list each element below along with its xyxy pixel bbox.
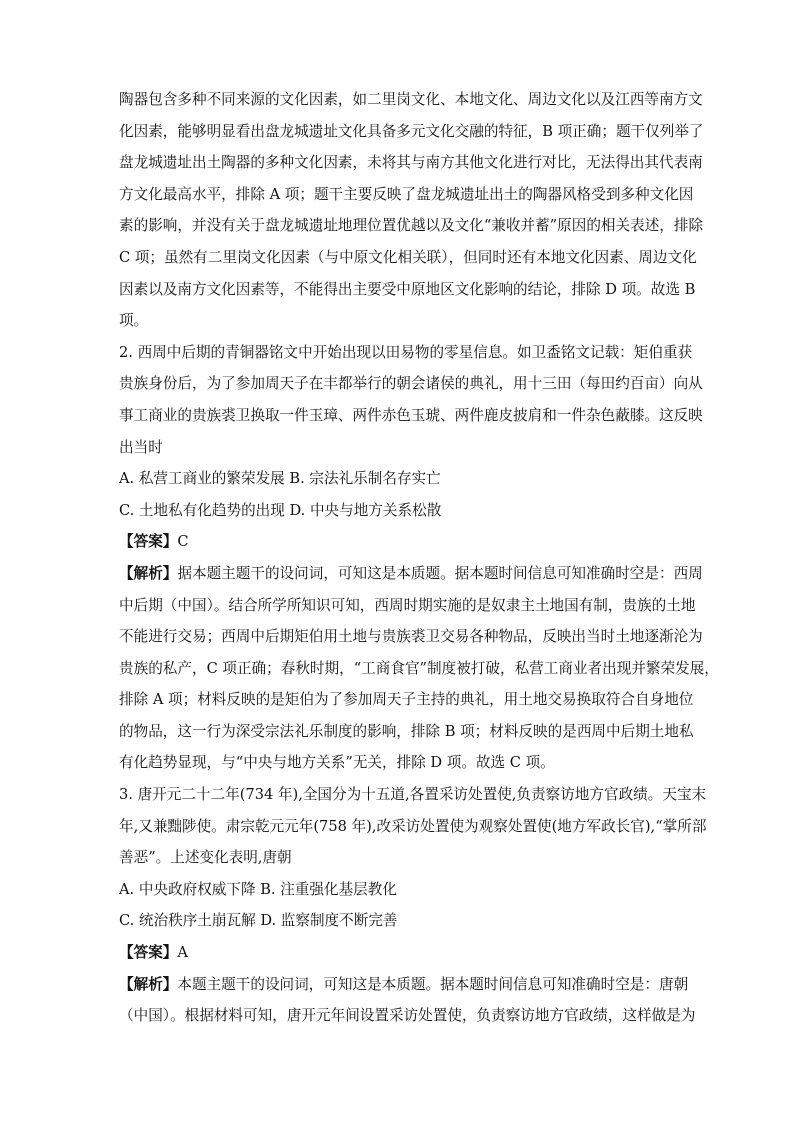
analysis-line: 的物品，这一行为深受宗法礼乐制度的影响，排除 B 项；材料反映的是西周中后期土地私 [119,722,694,740]
option-line: A. 中央政府权威下降 B. 注重强化基层教化 [119,880,397,898]
analysis-text: 本题主题干的设问词，可知这是本质题。据本题时间信息可知准确时空是：唐朝 [177,975,689,993]
analysis-tag: 【解析】 [119,564,178,582]
analysis-line: 中后期（中国）。结合所学所知识可知，西周时期实施的是奴隶主土地国有制，贵族的土地 [119,596,696,614]
question-2 [119,337,719,779]
analysis-line [119,558,703,590]
question-stem-line: 出当时 [119,438,163,456]
analysis-line: 贵族的私产，C 项正确；春秋时期，“工商食官”制度被打破，私营工商业者出现并繁荣发展， [119,659,719,677]
text-line: 方文化最高水平，排除 A 项；题干主要反映了盘龙城遗址出土的陶器风格受到多种文化因 [119,185,694,203]
question-stem-line: 事工商业的贵族裘卫换取一件玉璋、两件赤色玉琥、两件鹿皮披肩和一件杂色蔽膝。这反映 [119,406,703,424]
analysis-tag: 【解析】 [119,975,178,993]
question-stem-line: 2. 西周中后期的青铜器铭文中开始出现以田易物的零星信息。如卫盉铭文记载：矩伯重获 [119,343,693,361]
answer-tag: 【答案】 [119,944,178,962]
question-stem-line: 3. 唐开元二十二年(734 年),全国分为十五道,各置采访处置使,负责察访地方官政绩。天宝末 [119,786,707,804]
option-line: C. 土地私有化趋势的出现 D. 中央与地方关系松散 [119,501,442,519]
answer-tag: 【答案】 [119,533,178,551]
analysis-line: 排除 A 项；材料反映的是矩伯为了参加周天子主持的典礼，用土地交易换取符合自身地位 [119,691,694,709]
answer-line [119,526,675,558]
text-line: 盘龙城遗址出土陶器的多种文化因素，未将其与南方其他文化进行对比，无法得出其代表南 [119,154,703,172]
option-line: A. 私营工商业的繁荣发展 B. 宗法礼乐制名存实亡 [119,470,441,488]
q1-analysis-continued [119,84,704,337]
question-3 [119,779,707,1032]
analysis-line: （中国）。根据材料可知，唐开元年间设置采访处置使，负责察访地方官政绩，这样做是为 [119,1007,696,1025]
document-page [119,84,719,1032]
answer-line [119,937,675,969]
text-line: 化因素，能够明显看出盘龙城遗址文化具备多元文化交融的特征，B 项正确；题干仅列举了 [119,122,704,140]
question-stem-line: 贵族身份后，为了参加周天子在丰都举行的朝会诸侯的典礼，用十三田（每田约百亩）向从 [119,375,703,393]
answer-value: A [177,944,188,962]
question-stem-line: 善恶”。上述变化表明,唐朝 [119,849,292,867]
text-line: 素的影响，并没有关于盘龙城遗址地理位置优越以及文化“兼收并蓄”原因的相关表述，排除 [119,217,704,235]
question-stem-line: 年,又兼黜陟使。肃宗乾元元年(758 年),改采访处置使为观察处置使(地方军政长官),“掌所部 [119,817,707,835]
answer-value: C [177,533,189,551]
option-line: C. 统治秩序土崩瓦解 D. 监察制度不断完善 [119,912,398,930]
text-line: 陶器包含多种不同来源的文化因素，如二里岗文化、本地文化、周边文化以及江西等南方文 [119,91,703,108]
analysis-line: 有化趋势显现，与“中央与地方关系”无关，排除 D 项。故选 C 项。 [119,754,555,772]
analysis-line [119,969,689,1001]
text-line: C 项；虽然有二里岗文化因素（与中原文化相关联），但同时还有本地文化因素、周边文化 [119,248,697,266]
analysis-text: 据本题主题干的设问词，可知这是本质题。据本题时间信息可知准确时空是：西周 [177,564,703,582]
text-line: 项。 [119,312,149,330]
analysis-line: 不能进行交易；西周中后期矩伯用土地与贵族裘卫交易各种物品，反映出当时土地逐渐沦为 [119,628,703,646]
text-line: 因素以及南方文化因素等，不能得出主要受中原地区文化影响的结论，排除 D 项。故选 B [119,280,696,298]
